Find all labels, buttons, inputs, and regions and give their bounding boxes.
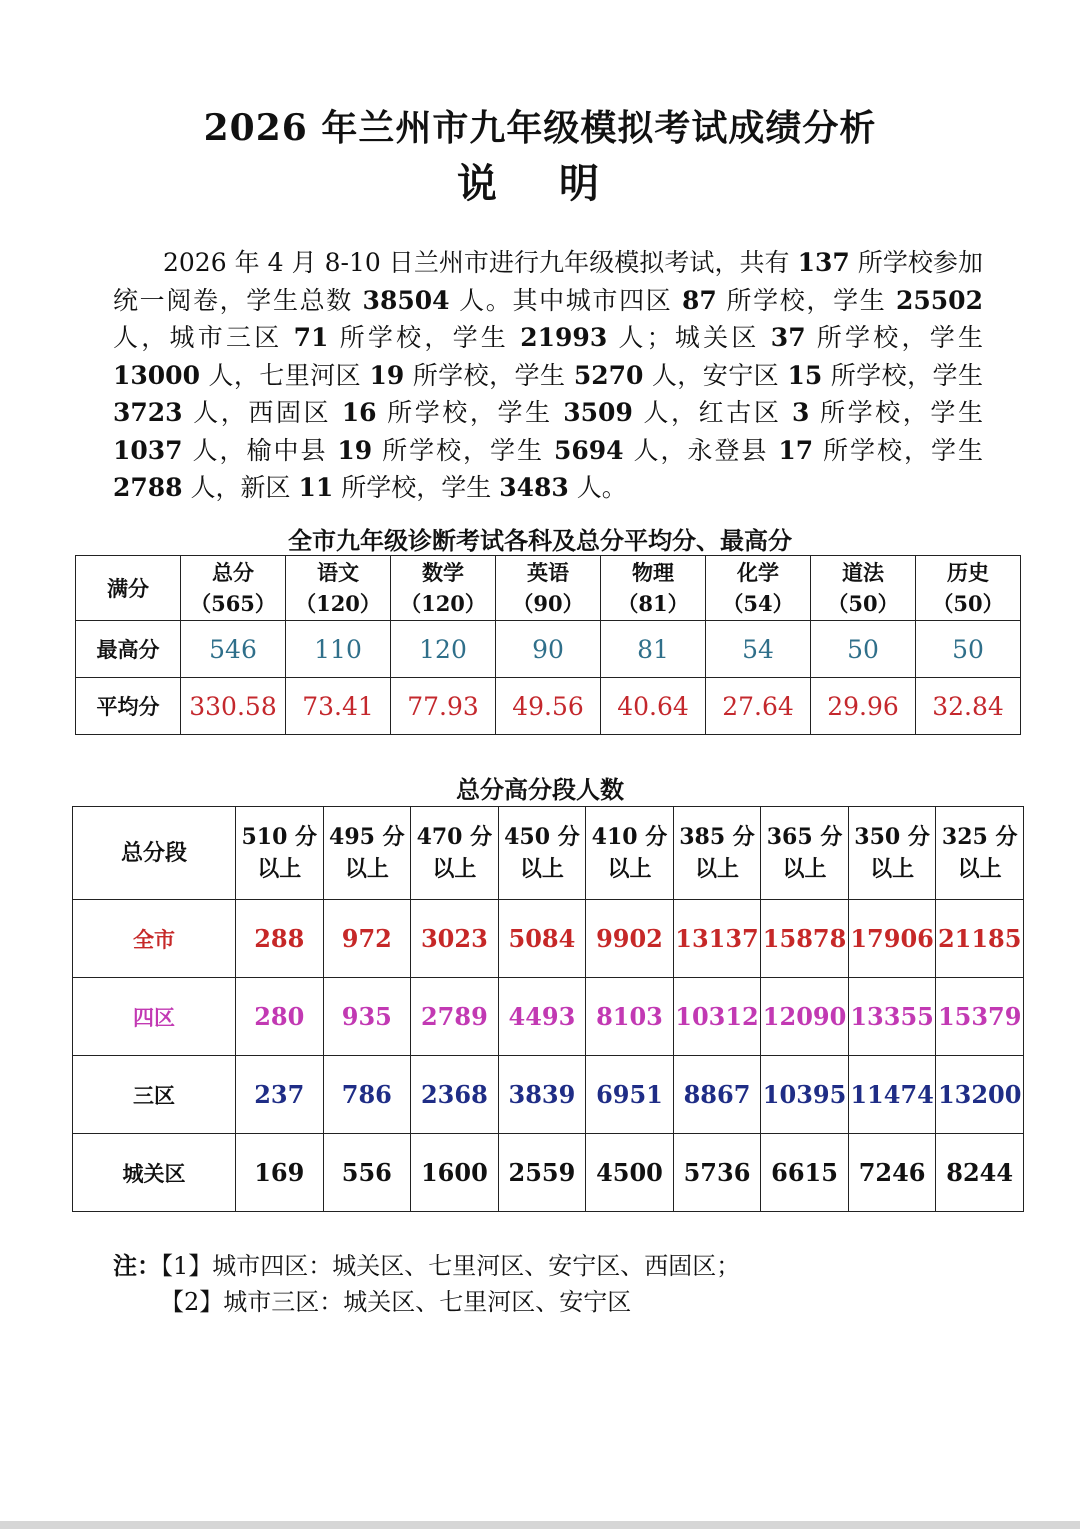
intro-segment: 人，安宁区 xyxy=(643,360,788,390)
table-row-chengguan xyxy=(73,1134,1024,1212)
intro-segment: 所学校，学生 xyxy=(376,398,564,427)
count-cell: 2559 xyxy=(498,1134,586,1212)
count-cell: 2368 xyxy=(411,1056,499,1134)
count-cell: 237 xyxy=(236,1056,324,1134)
avg-score-row xyxy=(76,678,1021,735)
notes xyxy=(113,1248,740,1320)
intro-number: 15 xyxy=(787,360,823,390)
count-cell: 4500 xyxy=(586,1134,674,1212)
score-band-label: 总分段 xyxy=(73,807,236,900)
band-header: 495 分 以上 xyxy=(323,807,411,900)
band-header: 365 分 以上 xyxy=(761,807,849,900)
count-cell: 6951 xyxy=(586,1056,674,1134)
max-score-cell: 90 xyxy=(496,621,601,678)
count-cell: 8867 xyxy=(673,1056,761,1134)
intro-number: 37 xyxy=(770,323,806,352)
intro-number: 3509 xyxy=(563,398,633,427)
intro-segment: 所学校，学生 xyxy=(809,398,983,427)
row-label: 全市 xyxy=(73,900,236,978)
intro-number: 5270 xyxy=(573,360,644,390)
count-cell: 972 xyxy=(323,900,411,978)
intro-segment: 所学校参加统一阅卷，学生总数 xyxy=(113,248,983,315)
count-cell: 786 xyxy=(323,1056,411,1134)
subject-header: 物理 （81） xyxy=(601,556,706,621)
table1-caption: 全市九年级诊断考试各科及总分平均分、最高分 xyxy=(288,526,792,555)
max-score-cell: 120 xyxy=(391,621,496,678)
subject-header: 英语 （90） xyxy=(496,556,601,621)
intro-segment: 所学校，学生 xyxy=(805,323,983,352)
intro-number: 16 xyxy=(341,398,377,427)
intro-segment: 所学校，学生 xyxy=(404,360,574,390)
count-cell: 21185 xyxy=(936,900,1024,978)
intro-segment: 人，七里河区 xyxy=(199,360,370,390)
count-cell: 5736 xyxy=(673,1134,761,1212)
count-cell: 3023 xyxy=(411,900,499,978)
band-header: 325 分 以上 xyxy=(936,807,1024,900)
count-cell: 12090 xyxy=(761,978,849,1056)
intro-segment: 所学校，学生 xyxy=(716,285,896,315)
count-cell: 935 xyxy=(323,978,411,1056)
count-cell: 10312 xyxy=(673,978,761,1056)
band-header: 470 分 以上 xyxy=(411,807,499,900)
avg-score-cell: 77.93 xyxy=(391,678,496,735)
max-score-row xyxy=(76,621,1021,678)
count-cell: 6615 xyxy=(761,1134,849,1212)
intro-segment: 2026 年 4 月 8-10 日兰州市进行九年级模拟考试，共有 xyxy=(163,248,798,277)
count-cell: 13137 xyxy=(673,900,761,978)
intro-segment: 人。 xyxy=(568,473,627,502)
count-cell: 288 xyxy=(236,900,324,978)
table-row-four-district xyxy=(73,978,1024,1056)
subject-header: 历史 （50） xyxy=(916,556,1021,621)
intro-segment: 人，新区 xyxy=(182,473,299,502)
intro-number: 1037 xyxy=(113,435,183,465)
avg-score-cell: 40.64 xyxy=(601,678,706,735)
intro-segment: 人，榆中县 xyxy=(182,435,338,465)
table-row-city xyxy=(73,900,1024,978)
count-cell: 8103 xyxy=(586,978,674,1056)
count-cell: 15878 xyxy=(761,900,849,978)
count-cell: 169 xyxy=(236,1134,324,1212)
intro-number: 71 xyxy=(293,323,329,352)
intro-number: 21993 xyxy=(520,323,608,352)
count-cell: 13355 xyxy=(848,978,936,1056)
intro-paragraph xyxy=(113,244,983,507)
subject-header: 数学 （120） xyxy=(391,556,496,621)
intro-segment: 所学校，学生 xyxy=(813,435,983,465)
intro-segment: 人。其中城市四区 xyxy=(449,285,683,315)
count-cell: 13200 xyxy=(936,1056,1024,1134)
subject-header: 化学 （54） xyxy=(706,556,811,621)
subject-header: 道法 （50） xyxy=(811,556,916,621)
count-cell: 10395 xyxy=(761,1056,849,1134)
intro-number: 5694 xyxy=(553,435,624,465)
intro-text xyxy=(113,244,983,507)
page-subtitle: 说 明 xyxy=(457,160,623,207)
count-cell: 9902 xyxy=(586,900,674,978)
table1-header-row xyxy=(76,556,1021,621)
intro-number: 38504 xyxy=(362,285,450,315)
intro-number: 3483 xyxy=(499,473,569,502)
band-header: 385 分 以上 xyxy=(673,807,761,900)
count-cell: 1600 xyxy=(411,1134,499,1212)
count-cell: 15379 xyxy=(936,978,1024,1056)
high-score-band-table xyxy=(72,806,1024,1212)
max-score-cell: 50 xyxy=(916,621,1021,678)
max-score-cell: 50 xyxy=(811,621,916,678)
count-cell: 11474 xyxy=(848,1056,936,1134)
page-title: 2026 年兰州市九年级模拟考试成绩分析 xyxy=(203,107,877,149)
row-label: 四区 xyxy=(73,978,236,1056)
max-score-cell: 546 xyxy=(181,621,286,678)
intro-number: 11 xyxy=(298,473,334,502)
count-cell: 7246 xyxy=(848,1134,936,1212)
note-2: 【2】城市三区：城关区、七里河区、安宁区 xyxy=(160,1288,632,1316)
band-header: 450 分 以上 xyxy=(498,807,586,900)
intro-number: 19 xyxy=(337,435,373,465)
max-score-cell: 54 xyxy=(706,621,811,678)
count-cell: 2789 xyxy=(411,978,499,1056)
max-score-cell: 81 xyxy=(601,621,706,678)
max-score-label: 最高分 xyxy=(76,621,181,678)
intro-segment: 所学校，学生 xyxy=(822,360,983,390)
count-cell: 4493 xyxy=(498,978,586,1056)
intro-segment: 人；城关区 xyxy=(607,323,771,352)
count-cell: 3839 xyxy=(498,1056,586,1134)
intro-number: 87 xyxy=(682,285,717,315)
count-cell: 5084 xyxy=(498,900,586,978)
row-label: 城关区 xyxy=(73,1134,236,1212)
notes-label: 注： xyxy=(113,1251,161,1280)
intro-segment: 人，城市三区 xyxy=(113,323,294,352)
intro-segment: 所学校，学生 xyxy=(333,473,500,502)
intro-segment: 人，永登县 xyxy=(623,435,779,465)
subject-score-table xyxy=(75,555,1021,735)
bottom-divider xyxy=(0,1521,1080,1529)
count-cell: 280 xyxy=(236,978,324,1056)
avg-score-cell: 73.41 xyxy=(286,678,391,735)
intro-segment: 人，红古区 xyxy=(632,398,792,427)
intro-segment: 所学校，学生 xyxy=(372,435,554,465)
band-header: 410 分 以上 xyxy=(586,807,674,900)
avg-score-cell: 32.84 xyxy=(916,678,1021,735)
avg-score-cell: 27.64 xyxy=(706,678,811,735)
max-score-cell: 110 xyxy=(286,621,391,678)
intro-number: 137 xyxy=(797,248,850,277)
count-cell: 17906 xyxy=(848,900,936,978)
intro-number: 13000 xyxy=(113,360,200,390)
full-score-label: 满分 xyxy=(76,556,181,621)
intro-segment: 人，西固区 xyxy=(182,398,342,427)
subject-header: 总分 （565） xyxy=(181,556,286,621)
table2-caption: 总分高分段人数 xyxy=(456,775,624,804)
count-cell: 556 xyxy=(323,1134,411,1212)
avg-score-label: 平均分 xyxy=(76,678,181,735)
avg-score-cell: 29.96 xyxy=(811,678,916,735)
row-label: 三区 xyxy=(73,1056,236,1134)
note-1: 注：【1】城市四区：城关区、七里河区、安宁区、西固区； xyxy=(113,1251,741,1280)
intro-number: 17 xyxy=(778,435,814,465)
intro-segment: 所学校，学生 xyxy=(328,323,521,352)
intro-number: 19 xyxy=(369,360,405,390)
avg-score-cell: 49.56 xyxy=(496,678,601,735)
band-header: 350 分 以上 xyxy=(848,807,936,900)
avg-score-cell: 330.58 xyxy=(181,678,286,735)
band-header: 510 分 以上 xyxy=(236,807,324,900)
table-row-three-district xyxy=(73,1056,1024,1134)
intro-number: 3723 xyxy=(113,398,183,427)
count-cell: 8244 xyxy=(936,1134,1024,1212)
subject-header: 语文 （120） xyxy=(286,556,391,621)
table2-header-row xyxy=(73,807,1024,900)
intro-number: 2788 xyxy=(113,473,183,502)
intro-number: 25502 xyxy=(896,285,983,315)
intro-number: 3 xyxy=(792,398,810,427)
